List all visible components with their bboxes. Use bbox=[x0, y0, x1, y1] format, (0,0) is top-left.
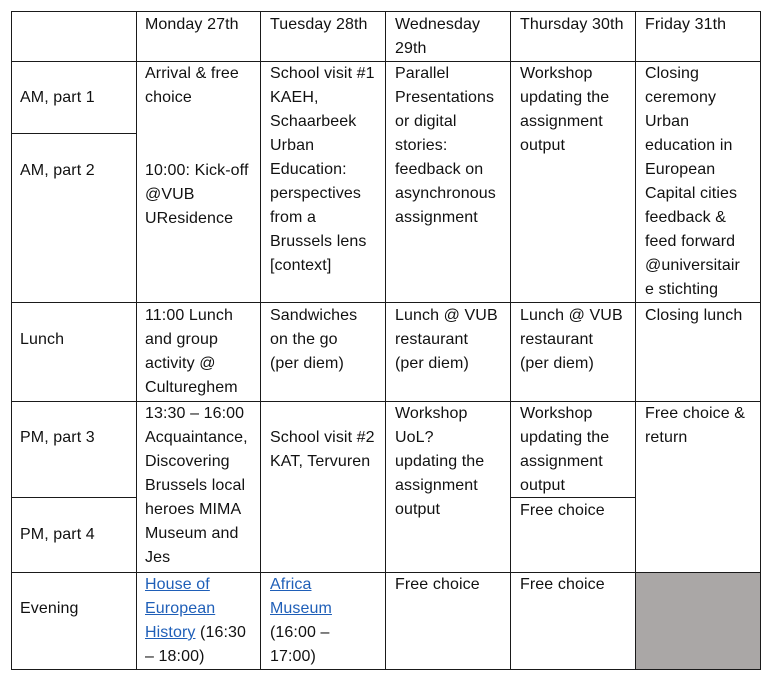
header-friday: Friday 31th bbox=[645, 16, 727, 33]
house-of-european-history-link[interactable]: House of European History bbox=[145, 576, 216, 641]
thursday-pm3: Workshop updating the assignment output bbox=[520, 405, 610, 494]
row-label-pm-part-3: PM, part 3 bbox=[20, 429, 95, 446]
tuesday-lunch: Sandwiches on the go (per diem) bbox=[270, 307, 358, 372]
monday-am1: Arrival & free choice bbox=[145, 65, 239, 106]
tuesday-evening-time: (16:00 – 17:00) bbox=[270, 624, 330, 665]
wednesday-pm: Workshop UoL? updating the assignment output bbox=[395, 405, 485, 518]
friday-lunch: Closing lunch bbox=[645, 307, 743, 324]
wednesday-am: Parallel Presentations or digital stories: feedback on asynchronous assignment bbox=[395, 65, 496, 226]
border-col1 bbox=[136, 11, 137, 670]
monday-am2: 10:00: Kick-off @VUB UResidence bbox=[145, 162, 249, 227]
border-col5 bbox=[635, 11, 636, 670]
border-left bbox=[11, 11, 12, 670]
friday-evening-shaded-cell bbox=[636, 573, 760, 669]
border-bottom bbox=[11, 669, 761, 670]
border-col3 bbox=[385, 11, 386, 670]
row-label-am-part-2: AM, part 2 bbox=[20, 162, 95, 179]
border-am-bottom bbox=[11, 302, 761, 303]
header-tuesday: Tuesday 28th bbox=[270, 16, 368, 33]
friday-pm: Free choice & return bbox=[645, 405, 746, 446]
border-right bbox=[760, 11, 761, 670]
row-label-evening: Evening bbox=[20, 600, 79, 617]
tuesday-evening bbox=[270, 573, 384, 669]
row-label-lunch: Lunch bbox=[20, 331, 65, 348]
border-col4 bbox=[510, 11, 511, 670]
thursday-pm4: Free choice bbox=[520, 502, 605, 519]
tuesday-am: School visit #1 KAEH, Schaarbeek Urban Education: perspectives from a Brussels lens [context] bbox=[270, 65, 375, 274]
header-thursday: Thursday 30th bbox=[520, 16, 624, 33]
monday-evening bbox=[145, 573, 259, 669]
border-am1-bottom bbox=[11, 133, 136, 134]
row-label-am-part-1: AM, part 1 bbox=[20, 89, 95, 106]
monday-evening-time: (16:30 – 18:00) bbox=[145, 624, 246, 665]
header-monday: Monday 27th bbox=[145, 16, 239, 33]
border-top bbox=[11, 11, 761, 12]
wednesday-evening: Free choice bbox=[395, 576, 480, 593]
row-label-pm-part-4: PM, part 4 bbox=[20, 526, 95, 543]
monday-pm: 13:30 – 16:00 Acquaintance, Discovering Brussels local heroes MIMA Museum and Jes bbox=[145, 405, 248, 566]
header-wednesday: Wednesday 29th bbox=[395, 16, 481, 57]
monday-lunch: 11:00 Lunch and group activity @ Cultureghem bbox=[145, 307, 238, 396]
border-pm3-bottom-left bbox=[11, 497, 136, 498]
wednesday-lunch: Lunch @ VUB restaurant (per diem) bbox=[395, 307, 498, 372]
thursday-am: Workshop updating the assignment output bbox=[520, 65, 610, 154]
thursday-evening: Free choice bbox=[520, 576, 605, 593]
thursday-lunch: Lunch @ VUB restaurant (per diem) bbox=[520, 307, 623, 372]
border-col2 bbox=[260, 11, 261, 670]
africa-museum-link[interactable]: Africa Museum bbox=[270, 576, 332, 617]
friday-am: Closing ceremony Urban education in European Capital cities feedback & feed forward @universitair e stichting bbox=[645, 65, 740, 298]
tuesday-pm: School visit #2 KAT, Tervuren bbox=[270, 429, 375, 470]
